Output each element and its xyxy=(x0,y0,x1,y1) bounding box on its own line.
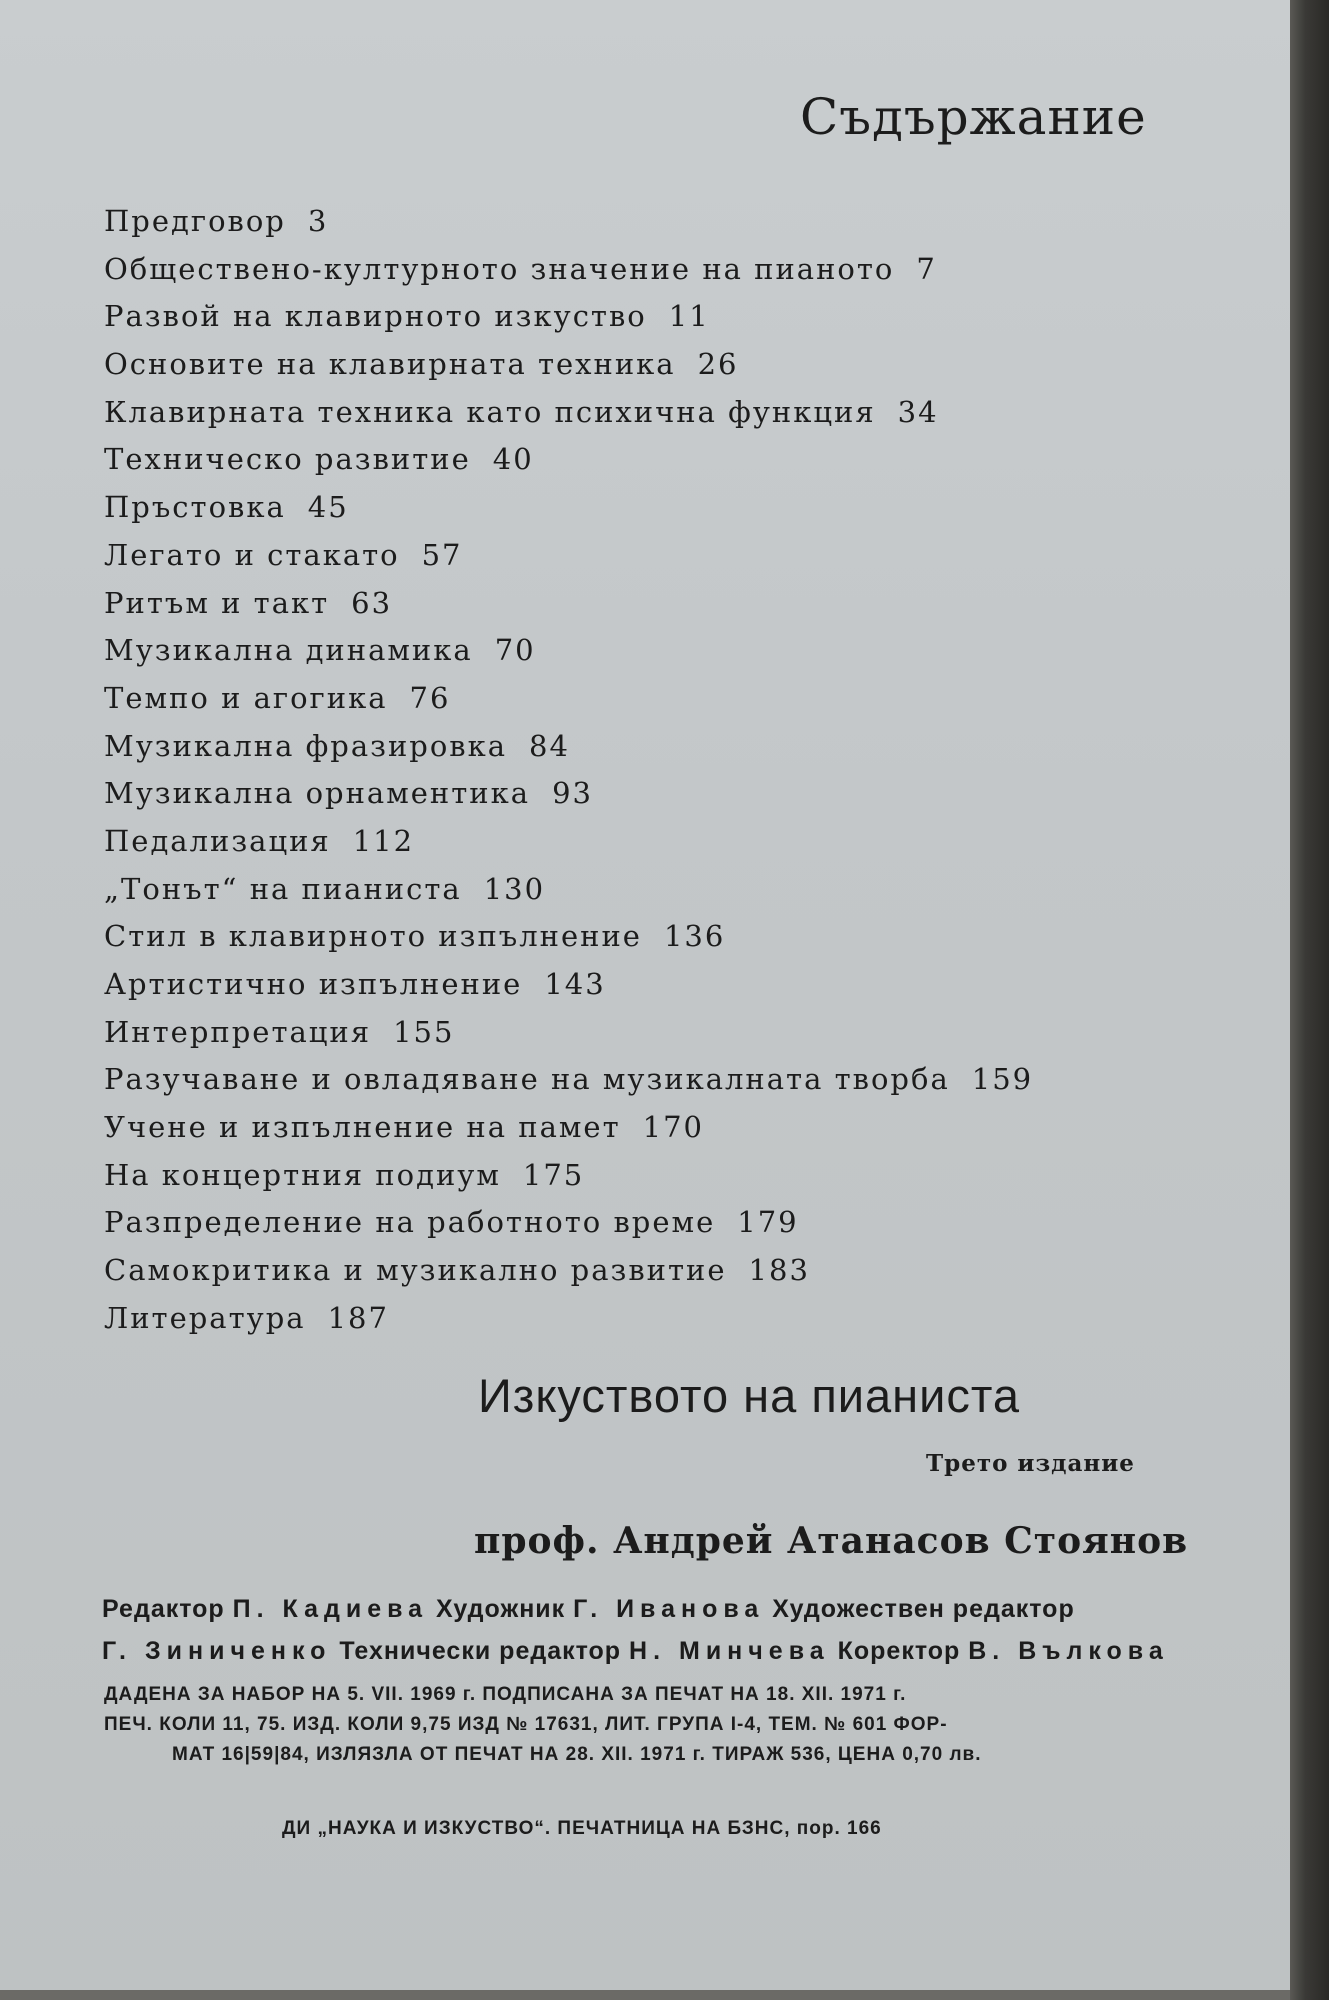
toc-entry-title: Музикална динамика xyxy=(104,633,473,668)
toc-entry-title: Педализация xyxy=(104,823,331,858)
credit-role: Технически редактор xyxy=(339,1637,622,1665)
toc-entry xyxy=(104,1152,1033,1200)
contents-heading: Съдържание xyxy=(800,88,1147,146)
toc-entry-title: Темпо и агогика xyxy=(104,680,388,715)
toc-entry xyxy=(104,246,1033,294)
toc-entry xyxy=(104,1247,1033,1295)
toc-entry-page: 63 xyxy=(351,585,393,620)
credit-role: Художествен редактор xyxy=(772,1595,1075,1623)
imprint-line: ДАДЕНА ЗА НАБОР НА 5. VII. 1969 г. ПОДПИСАНА ЗА ПЕЧАТ НА 18. XII. 1971 г. xyxy=(104,1684,907,1705)
author-name: проф. Андрей Атанасов Стоянов xyxy=(474,1520,1189,1562)
credit-person: Г. Иванова xyxy=(573,1595,765,1623)
credit-person: Г. Зиниченко xyxy=(102,1637,332,1665)
toc-entry xyxy=(104,484,1033,532)
toc-entry-title: Легато и стакато xyxy=(104,537,400,572)
toc-entry-page: 3 xyxy=(307,204,329,238)
toc-entry-page: 70 xyxy=(494,633,536,668)
toc-entry xyxy=(104,770,1033,818)
toc-entry-page: 93 xyxy=(552,776,593,811)
credit-role: Художник xyxy=(436,1595,566,1623)
toc-entry-title: Развой на клавирното изкуство xyxy=(104,299,647,334)
credit-person: П. Кадиева xyxy=(232,1595,429,1623)
toc-entry-title: Самокритика и музикално развитие xyxy=(104,1253,727,1288)
toc-entry-title: На концертния подиум xyxy=(104,1157,501,1192)
toc-entry-title: Стил в клавирното изпълнение xyxy=(104,919,642,954)
toc-entry-page: 57 xyxy=(421,537,463,572)
toc-entry xyxy=(104,1199,1033,1247)
toc-entry-title: Обществено-културното значение на пианото xyxy=(104,251,895,286)
toc-entry-title: Разпределение на работното време xyxy=(104,1205,716,1240)
toc-entry-page: 11 xyxy=(668,299,710,334)
credits-line xyxy=(102,1588,1169,1630)
imprint-line: МАТ 16|59|84, ИЗЛЯЗЛА ОТ ПЕЧАТ НА 28. XII. 1971 г. ТИРАЖ 536, ЦЕНА 0,70 лв. xyxy=(172,1744,982,1765)
credit-person: Н. Минчева xyxy=(629,1637,830,1665)
toc-entry-page: 175 xyxy=(522,1157,585,1192)
toc-entry xyxy=(104,198,1033,246)
toc-entry-page: 40 xyxy=(492,442,534,477)
toc-entry-title: Клавирната техника като психична функция xyxy=(104,394,876,429)
toc-entry-title: Техническо развитие xyxy=(104,442,471,477)
toc-entry-page: 159 xyxy=(971,1062,1034,1097)
toc-entry-title: Ритъм и такт xyxy=(104,585,330,620)
toc-entry-title: Разучаване и овладяване на музикалната творба xyxy=(104,1062,950,1097)
toc-entry xyxy=(104,436,1033,484)
toc-entry xyxy=(104,1295,1033,1343)
toc-entry xyxy=(104,580,1033,628)
toc-entry-page: 76 xyxy=(409,680,451,715)
page-bottom-edge xyxy=(0,1990,1290,2000)
imprint-line: ПЕЧ. КОЛИ 11, 75. ИЗД. КОЛИ 9,75 ИЗД № 17631, ЛИТ. ГРУПА I-4, ТЕМ. № 601 ФОР- xyxy=(104,1714,948,1735)
edition-label: Трето издание xyxy=(926,1450,1135,1477)
credit-role: Редактор xyxy=(102,1595,225,1623)
toc-entry-page: 170 xyxy=(642,1110,704,1145)
toc-entry-title: Музикална орнаментика xyxy=(104,776,531,811)
toc-entry xyxy=(104,627,1033,675)
credit-person: В. Вълкова xyxy=(968,1637,1169,1665)
toc-entry xyxy=(104,818,1033,866)
toc-entry-page: 179 xyxy=(737,1205,799,1240)
credit-role: Коректор xyxy=(837,1637,961,1665)
toc-entry-title: Музикална фразировка xyxy=(104,728,508,763)
credits-line xyxy=(102,1630,1169,1672)
toc-entry xyxy=(104,675,1033,723)
imprint-block xyxy=(104,1680,982,1770)
toc-entry-page: 183 xyxy=(748,1253,810,1288)
toc-entry-page: 34 xyxy=(897,394,939,429)
toc-entry-title: Учене и изпълнение на памет xyxy=(104,1110,621,1145)
toc-entry-page: 112 xyxy=(352,823,415,858)
toc-entry-page: 187 xyxy=(327,1300,389,1335)
table-of-contents xyxy=(104,198,1033,1343)
toc-entry-page: 136 xyxy=(663,919,726,954)
toc-entry xyxy=(104,389,1033,437)
publisher-line: ДИ „НАУКА И ИЗКУСТВО“. ПЕЧАТНИЦА НА БЗНС, пор. 166 xyxy=(282,1818,882,1839)
toc-entry-title: Пръстовка xyxy=(104,490,286,525)
toc-entry-page: 155 xyxy=(393,1014,455,1049)
toc-entry-title: Литература xyxy=(104,1300,306,1335)
toc-entry xyxy=(104,293,1033,341)
toc-entry-page: 45 xyxy=(307,490,349,525)
book-title: Изкуството на пианиста xyxy=(478,1369,1021,1422)
credits-block xyxy=(102,1588,1169,1672)
toc-entry xyxy=(104,723,1033,771)
toc-entry-page: 143 xyxy=(544,967,606,1001)
toc-entry xyxy=(104,961,1033,1009)
toc-entry xyxy=(104,1104,1033,1152)
toc-entry-page: 84 xyxy=(529,728,570,763)
toc-entry xyxy=(104,532,1033,580)
toc-entry-title: Предговор xyxy=(104,204,286,238)
toc-entry xyxy=(104,913,1033,961)
toc-entry xyxy=(104,1056,1033,1104)
toc-entry xyxy=(104,341,1033,389)
toc-entry-title: „Тонът“ на пианиста xyxy=(104,871,462,906)
toc-entry-page: 26 xyxy=(697,347,739,382)
toc-entry-page: 7 xyxy=(916,251,937,286)
toc-entry-title: Интерпретация xyxy=(104,1014,372,1049)
toc-entry-title: Основите на клавирната техника xyxy=(104,347,676,382)
toc-entry-page: 130 xyxy=(483,871,546,906)
toc-entry xyxy=(104,866,1033,914)
book-spine-edge xyxy=(1290,0,1329,2000)
toc-entry xyxy=(104,1009,1033,1057)
toc-entry-title: Артистично изпълнение xyxy=(104,967,523,1001)
